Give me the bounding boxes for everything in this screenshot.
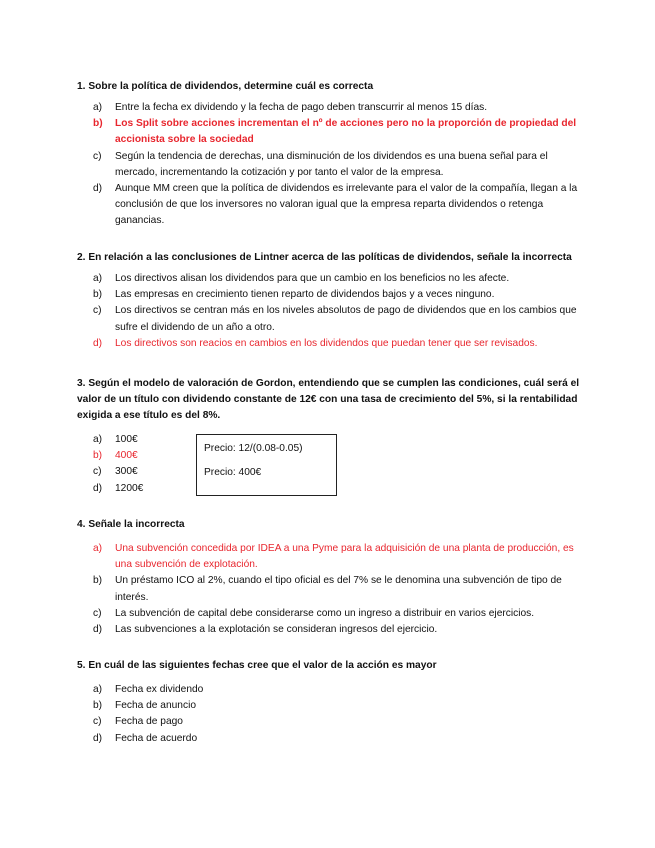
question-5-options: [77, 682, 582, 747]
option-4b: b) Un préstamo ICO al 2%, cuando el tipo oficial es del 7% se le denomina una subvención de tipo de interés.: [93, 575, 562, 603]
option-5b: b) Fecha de anuncio: [93, 700, 196, 712]
calculation-box: [196, 434, 337, 496]
option-1d: d) Aunque MM creen que la política de dividendos es irrelevante para el valor de la compañía, llegan a la conclusión de que los inversores no valoran igual que la empresa reparta dividendos o retenga ganancias.: [93, 183, 578, 227]
question-2-options: [77, 271, 582, 352]
option-1a: a) Entre la fecha ex dividendo y la fecha de pago deben transcurrir al menos 15 días.: [93, 102, 488, 113]
option-1b-correct-answer: b) Los Split sobre acciones incrementan el nº de acciones pero no la proporción de propiedad del accionista sobre la sociedad: [93, 118, 577, 146]
option-4d: d) Las subvenciones a la explotación se consideran ingresos del ejercicio.: [93, 624, 438, 636]
calculation-result: Precio: 400€: [204, 467, 262, 478]
option-5c: c) Fecha de pago: [93, 716, 183, 728]
question-1: [77, 79, 582, 230]
option-5a: a) Fecha ex dividendo: [93, 684, 204, 695]
option-3b-correct-answer: b) 400€: [93, 450, 138, 462]
question-3-options: [77, 432, 177, 497]
question-5-title: 5. En cuál de las siguientes fechas cree que el valor de la acción es mayor: [77, 660, 437, 671]
option-3d: d) 1200€: [93, 482, 144, 494]
question-4-title: 4. Señale la incorrecta: [77, 519, 185, 530]
option-2c: c) Los directivos se centran más en los niveles absolutos de pago de dividendos que en los cambios que sufre el dividendo de un año a otro.: [93, 305, 577, 333]
question-2: [77, 250, 582, 352]
option-3a: a) 100€: [93, 434, 138, 445]
question-1-title: 1. Sobre la política de dividendos, determine cuál es correcta: [77, 81, 374, 92]
option-2b: b) Las empresas en crecimiento tienen reparto de dividendos bajos y a veces ninguno.: [93, 289, 495, 301]
option-1c: c) Según la tendencia de derechas, una disminución de los dividendos es una buena señal para el mercado, incrementando la cotización y por tanto el valor de la empresa.: [93, 150, 548, 178]
question-2-title: 2. En relación a las conclusiones de Lintner acerca de las políticas de dividendos, señale la incorrecta: [77, 252, 572, 263]
question-5: [77, 658, 582, 747]
option-5d: d) Fecha de acuerdo: [93, 732, 198, 744]
option-3c: c) 300€: [93, 466, 138, 478]
question-4: [77, 517, 582, 638]
calculation-formula: Precio: 12/(0.08-0.05): [204, 443, 303, 454]
option-2a: a) Los directivos alisan los dividendos para que un cambio en los beneficios no les afecte.: [93, 273, 510, 284]
option-4a-correct-answer: a) Una subvención concedida por IDEA a una Pyme para la adquisición de una planta de producción, es una subvención de explotación.: [93, 543, 574, 571]
question-3-title: 3. Según el modelo de valoración de Gordon, entendiendo que se cumplen las condiciones, cuál será el valor de un título con dividendo constante de 12€ con una tasa de crecimiento del 5%, si la rentabilidad exigida a ese título es del 8%.: [77, 378, 580, 421]
question-4-options: [77, 541, 582, 638]
question-1-options: [77, 100, 582, 230]
option-4c: c) La subvención de capital debe considerarse como un ingreso a distribuir en varios ejercicios.: [93, 607, 535, 619]
option-2d-correct-answer: d) Los directivos son reacios en cambios en los dividendos que puedan tener que ser revisados.: [93, 337, 538, 349]
